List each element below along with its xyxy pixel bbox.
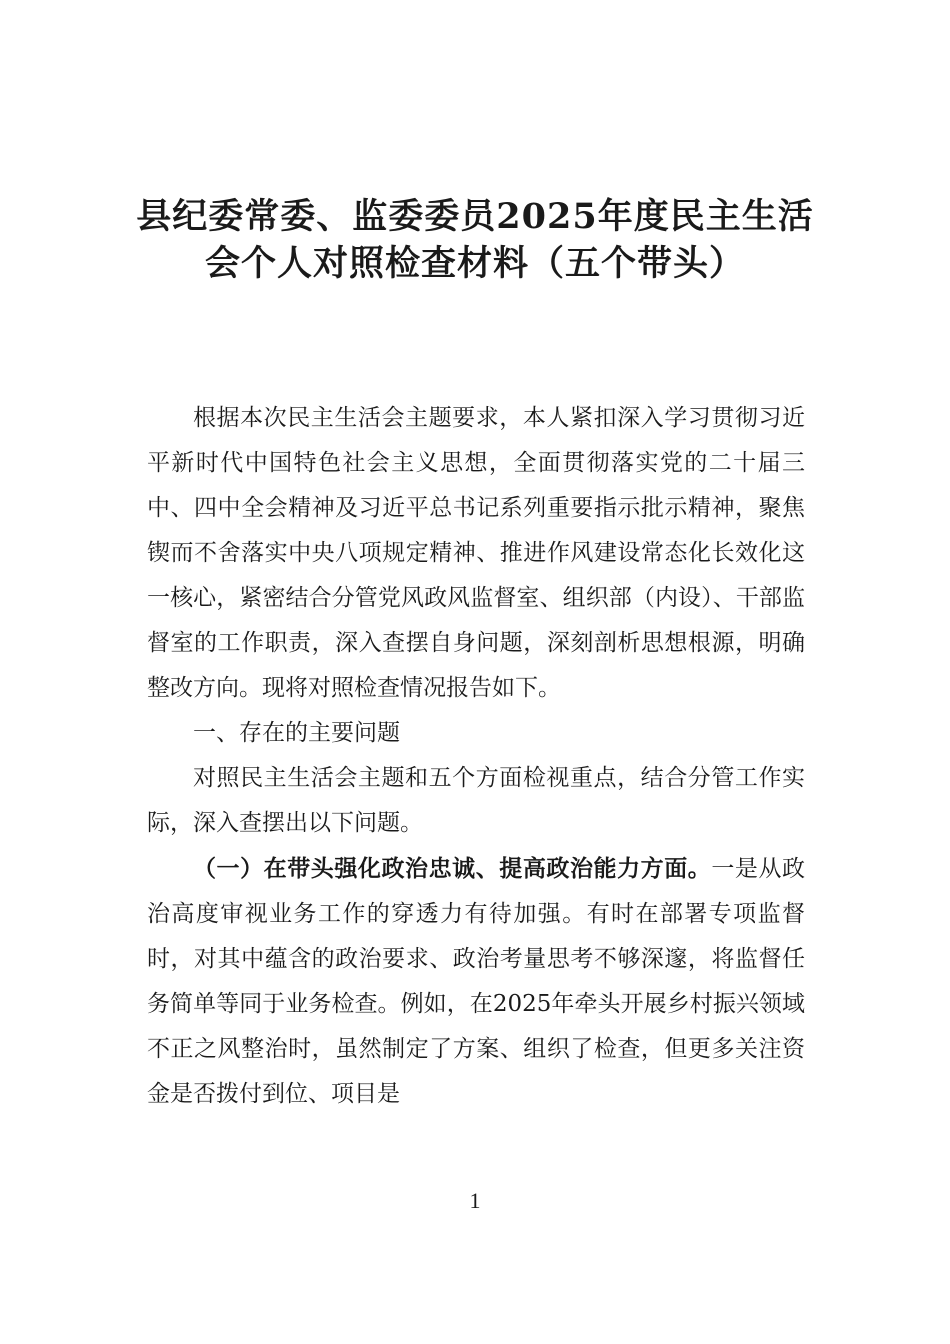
section-1-heading: 一、存在的主要问题 [193,720,400,746]
subsection-1-heading: （一）在带头强化政治忠诚、提高政治能力方面。 [193,855,712,882]
page-number: 1 [469,1188,481,1213]
intro-paragraph: 根据本次民主生活会主题要求，本人紧扣深入学习贯彻习近平新时代中国特色社会主义思想，全面贯彻落实党的二十届三中、四中全会精神及习近平总书记系列重要指示批示精神，聚焦锲而不舍落实中央八项规定精神、推进作风建设常态化长效化这一核心，紧密结合分管党风政风监督室、组织部（内设）、干部监督室的工作职责，深入查摆自身问题，深刻剖析思想根源，明确整改方向。现将对照检查情况报告如下。 [147,405,805,701]
document-title-line-2: 会个人对照检查材料（五个带头） [204,243,745,284]
document-body [147,396,805,1117]
section-1-intro: 对照民主生活会主题和五个方面检视重点，结合分管工作实际，深入查摆出以下问题。 [147,765,805,836]
subsection-1-paragraph [147,846,805,1117]
subsection-1-text: 一是从政治高度审视业务工作的穿透力有待加强。有时在部署专项监督时，对其中蕴含的政治要求、政治考量思考不够深邃，将监督任务简单等同于业务检查。例如，在2025年牵头开展乡村振兴领域不正之风整治时，虽然制定了方案、组织了检查，但更多关注资金是否拨付到位、项目是 [147,856,806,1107]
document-title-line-1: 县纪委常委、监委委员2025年度民主生活 [136,196,814,237]
